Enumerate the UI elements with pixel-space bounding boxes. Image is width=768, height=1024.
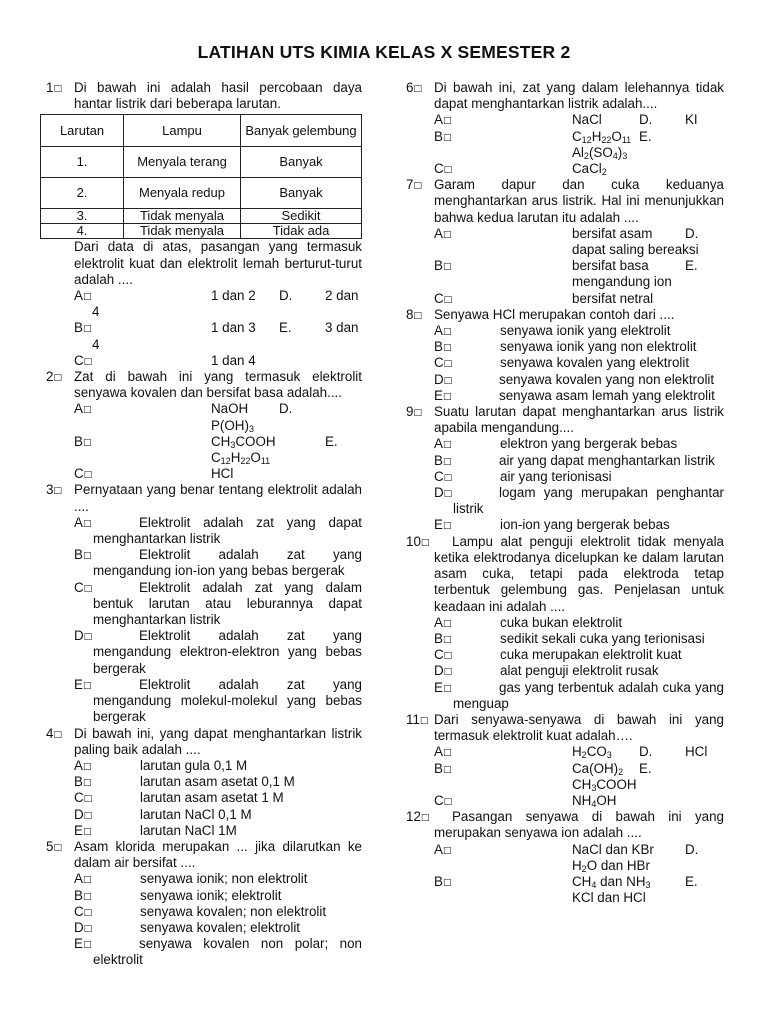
table-cell: Menyala redup bbox=[124, 178, 241, 209]
option-b: B□ sedikit sekali cuka yang terionisasi bbox=[434, 630, 705, 646]
option-b: B□ larutan asam asetat 0,1 M bbox=[74, 774, 295, 790]
option-a: A□ NaOH D. bbox=[74, 401, 293, 417]
option-e: E□ gas yang terbentuk adalah cuka yang menguap bbox=[434, 679, 724, 711]
option-b: B□ $CH_3COOH$ E. bbox=[74, 433, 338, 450]
question-text: Lampu alat penguji elektrolit tidak menyala ketika elektrodanya dicelupkan ke dalam larutan asam cuka, tetapi pada elektroda tetap terbentuk gelembung gas. Penjelasan untuk keadaan ini adalah .... bbox=[434, 533, 724, 614]
question-4: 4□ Di bawah ini, yang dapat menghantarkan listrik paling baik adalah .... bbox=[46, 725, 362, 757]
option-c: C□ $NH_4OH$ bbox=[434, 792, 617, 809]
option-b: B□ $C_{12}H_{22}O_{11}$ E. bbox=[434, 128, 652, 145]
option-c: C□ Elektrolit adalah zat yang dalam bentuk larutan atau leburannya dapat menghantarkan listrik bbox=[74, 579, 362, 628]
option-e: E□ Elektrolit adalah zat yang mengandung molekul-molekul yang bebas bergerak bbox=[74, 676, 362, 725]
box-glyph: □ bbox=[53, 84, 62, 94]
option-e: E□ larutan NaCl 1M bbox=[74, 822, 237, 838]
question-11: 11□ Dari senyawa-senyawa di bawah ini yang termasuk elektrolit kuat adalah…. bbox=[406, 711, 724, 744]
option-c: C□ bersifat netral bbox=[434, 290, 654, 306]
option-b: B□ air yang dapat menghantarkan listrik bbox=[434, 452, 715, 468]
option-a: A□ senyawa ionik yang elektrolit bbox=[434, 323, 671, 339]
table-cell: Banyak bbox=[241, 178, 362, 209]
option-b: B□ senyawa ionik yang non elektrolit bbox=[434, 339, 697, 355]
option-a: A□ elektron yang bergerak bebas bbox=[434, 436, 678, 452]
option-a: A□ 1 dan 2 D. 2 dan bbox=[74, 288, 359, 304]
option-a: A□ $H_2CO_3$ D. HCl bbox=[434, 744, 708, 761]
question-7: 7□ Garam dapur dan cuka keduanya menghantarkan arus listrik. Hal ini menunjukkan bahwa kedua larutan itu adalah .... bbox=[406, 177, 724, 225]
results-table bbox=[40, 114, 362, 239]
table-cell: Tidak ada bbox=[241, 224, 362, 239]
question-text: Senyawa HCl merupakan contoh dari .... bbox=[434, 306, 675, 322]
question-text: Di bawah ini, yang dapat menghantarkan listrik paling baik adalah .... bbox=[74, 725, 362, 757]
left-column: 1□ Di bawah ini adalah hasil percobaan daya hantar listrik dari beberapa larutan. Larutan Lampu Banyak gelembung 1. Menyala terang Banyak 2. Menyala redup Banyak 3. Tidak menyala Sedikit 4. Tidak menyala Tidak ada Dari data di atas, pasangan yang termasuk elektrolit kuat dan elektrolit lemah berturut-turut adalah .... A□ 1 dan 2 D. 2 dan 4 B□ 1 dan 3 E. 3 dan 4 C□ 1 dan 4 2□ Zat di bawah ini yang termasuk elektrolit senyawa kovalen dan bersifat basa adalah.... A□ NaOH D. $P(OH)_3$ B□ $CH_3COOH$ E. $C_{12}H_{22}O_{11}$ C□ HCl 3□ Pernyataan yang benar tentang elektrolit adalah .... A□ Elektrolit adalah zat yang dapat menghantarkan listrik B□ Elektrolit adalah zat yang mengandung ion-ion yang bebas bergerak C□ Elektrolit adalah zat yang dalam bentuk larutan atau leburannya dapat menghantarkan listrik D□ Elektrolit adalah zat yang mengandung elektron-elektron yang bebas bergerak E□ Elektrolit adalah zat yang mengandung molekul-molekul yang bebas bergerak 4□ Di bawah ini, yang dapat menghantarkan listrik paling baik adalah .... A□ larutan gula 0,1 M B□ larutan asam asetat 0,1 M C□ larutan asam asetat 1 M D□ larutan NaCl 0,1 M E□ larutan NaCl 1M 5□ Asam klorida merupakan ... jika dilarutkan ke dalam air bersifat .... A□ senyawa ionik; non elektrolit B□ senyawa ionik; elektrolit C□ senyawa kovalen; non elektrolit D□ senyawa kovalen; elektrolit E□ senyawa kovalen non polar; non elektrolit bbox=[46, 80, 362, 969]
option-b: B□ 1 dan 3 E. 3 dan bbox=[74, 320, 359, 336]
option-c: C□ senyawa kovalen; non elektrolit bbox=[74, 903, 327, 919]
table-cell: 1. bbox=[41, 147, 124, 178]
option-d: D□ senyawa kovalen; elektrolit bbox=[74, 919, 301, 935]
option-c: C□ senyawa kovalen yang elektrolit bbox=[434, 355, 690, 371]
table-cell: Tidak menyala bbox=[124, 209, 241, 224]
table-cell: 2. bbox=[41, 178, 124, 209]
option-d: D□ logam yang merupakan penghantar listrik bbox=[434, 485, 724, 517]
table-cell: Menyala terang bbox=[124, 147, 241, 178]
question-text: Di bawah ini, zat yang dalam lelehannya tidak dapat menghantarkan listrik adalah.... bbox=[434, 80, 724, 112]
option-a: A□ larutan gula 0,1 M bbox=[74, 757, 248, 773]
question-number: 1 bbox=[46, 80, 54, 95]
table-header: Lampu bbox=[124, 115, 241, 147]
option-a: A□ NaCl D. KI bbox=[434, 112, 698, 128]
page-title: LATIHAN UTS KIMIA KELAS X SEMESTER 2 bbox=[197, 42, 571, 62]
option-e: E□ senyawa asam lemah yang elektrolit bbox=[434, 387, 715, 403]
question-5: 5□ Asam klorida merupakan ... jika dilarutkan ke dalam air bersifat .... bbox=[46, 838, 362, 871]
question-text: Garam dapur dan cuka keduanya menghantarkan arus listrik. Hal ini menunjukkan bahwa kedua larutan itu adalah .... bbox=[434, 177, 724, 225]
question-10: 10□ Lampu alat penguji elektrolit tidak menyala ketika elektrodanya dicelupkan ke dalam larutan asam cuka, tetapi pada elektroda tetap terbentuk gelembung gas. Penjelasan untuk keadaan ini adalah .... bbox=[406, 533, 724, 614]
option-c: C□ larutan asam asetat 1 M bbox=[74, 790, 284, 806]
question-2: 2□ Zat di bawah ini yang termasuk elektrolit senyawa kovalen dan bersifat basa adalah.... bbox=[46, 369, 362, 401]
option-a: A□ Elektrolit adalah zat yang dapat menghantarkan listrik bbox=[74, 514, 362, 547]
question-text: Pasangan senyawa di bawah ini yang merupakan senyawa ion adalah .... bbox=[434, 809, 724, 841]
option-e: E□ senyawa kovalen non polar; non elektrolit bbox=[74, 936, 362, 968]
option-c: C□ air yang terionisasi bbox=[434, 468, 612, 484]
table-header: Larutan bbox=[41, 115, 124, 147]
question-1 bbox=[46, 80, 362, 112]
question-text: Dari senyawa-senyawa di bawah ini yang termasuk elektrolit kuat adalah…. bbox=[434, 711, 724, 744]
option-d: D□ alat penguji elektrolit rusak bbox=[434, 663, 659, 679]
option-a: A□ bersifat asam D. bbox=[434, 225, 699, 241]
question-text: Asam klorida merupakan ... jika dilarutkan ke dalam air bersifat .... bbox=[74, 838, 362, 871]
option-a: A□ senyawa ionik; non elektrolit bbox=[74, 871, 308, 887]
option-b: B□ $Ca(OH)_2$ E. bbox=[434, 760, 652, 777]
table-cell: 3. bbox=[41, 209, 124, 224]
question-3: 3□ Pernyataan yang benar tentang elektrolit adalah .... bbox=[46, 482, 362, 514]
option-b: B□ $CH_4$ dan $NH_3$ E. bbox=[434, 873, 698, 890]
question-9: 9□ Suatu larutan dapat menghantarkan arus listrik apabila mengandung.... bbox=[406, 404, 724, 436]
option-c: C□ CaCl$_2$ bbox=[434, 161, 607, 178]
question-6: 6□ Di bawah ini, zat yang dalam lelehannya tidak dapat menghantarkan listrik adalah.... bbox=[406, 80, 724, 112]
option-c: C□ HCl bbox=[74, 466, 234, 482]
option-a: A□ cuka bukan elektrolit bbox=[434, 614, 623, 630]
option-b: B□ senyawa ionik; elektrolit bbox=[74, 887, 282, 903]
table-cell: Sedikit bbox=[241, 209, 362, 224]
question-text: Zat di bawah ini yang termasuk elektrolit senyawa kovalen dan bersifat basa adalah.... bbox=[74, 369, 362, 401]
option-c: C□ 1 dan 4 bbox=[74, 352, 256, 368]
option-b: B□ bersifat basa E. bbox=[434, 258, 698, 274]
option-e: E□ ion-ion yang bergerak bebas bbox=[434, 517, 670, 533]
question-text-continued: Dari data di atas, pasangan yang termasuk elektrolit kuat dan elektrolit lemah berturut-turut adalah .... bbox=[74, 239, 362, 287]
question-text: Pernyataan yang benar tentang elektrolit adalah .... bbox=[74, 482, 362, 514]
question-12: 12□ Pasangan senyawa di bawah ini yang merupakan senyawa ion adalah .... bbox=[406, 809, 724, 841]
right-column: 6□ Di bawah ini, zat yang dalam lelehannya tidak dapat menghantarkan listrik adalah.... A□ NaCl D. KI B□ $C_{12}H_{22}O_{11}$ E. $Al_2(SO_4)_3$ C□ CaCl$_2$ 7□ Garam dapur dan cuka keduanya menghantarkan arus listrik. Hal ini menunjukkan bahwa kedua larutan itu adalah .... A□ bersifat asam D. dapat saling bereaksi B□ bersifat basa E. mengandung ion C□ bersifat netral 8□ Senyawa HCl merupakan contoh dari .... A□ senyawa ionik yang elektrolit B□ senyawa ionik yang non elektrolit C□ senyawa kovalen yang elektrolit D□ senyawa kovalen yang non elektrolit E□ senyawa asam lemah yang elektrolit 9□ Suatu larutan dapat menghantarkan arus listrik apabila mengandung.... A□ elektron yang bergerak bebas B□ air yang dapat menghantarkan listrik C□ air yang terionisasi D□ logam yang merupakan penghantar listrik E□ ion-ion yang bergerak bebas 10□ Lampu alat penguji elektrolit tidak menyala ketika elektrodanya dicelupkan ke dalam larutan asam cuka, tetapi pada elektroda tetap terbentuk gelembung gas. Penjelasan untuk keadaan ini adalah .... A□ cuka bukan elektrolit B□ sedikit sekali cuka yang terionisasi C□ cuka merupakan elektrolit kuat D□ alat penguji elektrolit rusak E□ gas yang terbentuk adalah cuka yang menguap 11□ Dari senyawa-senyawa di bawah ini yang termasuk elektrolit kuat adalah…. A□ $H_2CO_3$ D. HCl B□ $Ca(OH)_2$ E. $CH_3COOH$ C□ $NH_4OH$ 12□ Pasangan senyawa di bawah ini yang merupakan senyawa ion adalah .... A□ NaCl dan KBr D. $H_2O$ dan HBr B□ $CH_4$ dan $NH_3$ E. KCl dan HCl bbox=[406, 80, 724, 906]
option-d: D□ Elektrolit adalah zat yang mengandung elektron-elektron yang bebas bergerak bbox=[74, 628, 362, 676]
option-a: A□ NaCl dan KBr D. bbox=[434, 841, 699, 857]
table-cell: 4. bbox=[41, 224, 124, 239]
option-d: D□ senyawa kovalen yang non elektrolit bbox=[434, 371, 715, 387]
question-8: 8□ Senyawa HCl merupakan contoh dari .... bbox=[406, 307, 724, 323]
table-cell: Banyak bbox=[241, 147, 362, 178]
question-text: Suatu larutan dapat menghantarkan arus listrik apabila mengandung.... bbox=[434, 404, 724, 436]
table-header: Banyak gelembung bbox=[241, 115, 362, 147]
question-text: Di bawah ini adalah hasil percobaan daya hantar listrik dari beberapa larutan. bbox=[74, 80, 362, 112]
option-b: B□ Elektrolit adalah zat yang mengandung ion-ion yang bebas bergerak bbox=[74, 547, 362, 579]
table-cell: Tidak menyala bbox=[124, 224, 241, 239]
option-c: C□ cuka merupakan elektrolit kuat bbox=[434, 647, 682, 663]
option-d: D□ larutan NaCl 0,1 M bbox=[74, 806, 252, 822]
